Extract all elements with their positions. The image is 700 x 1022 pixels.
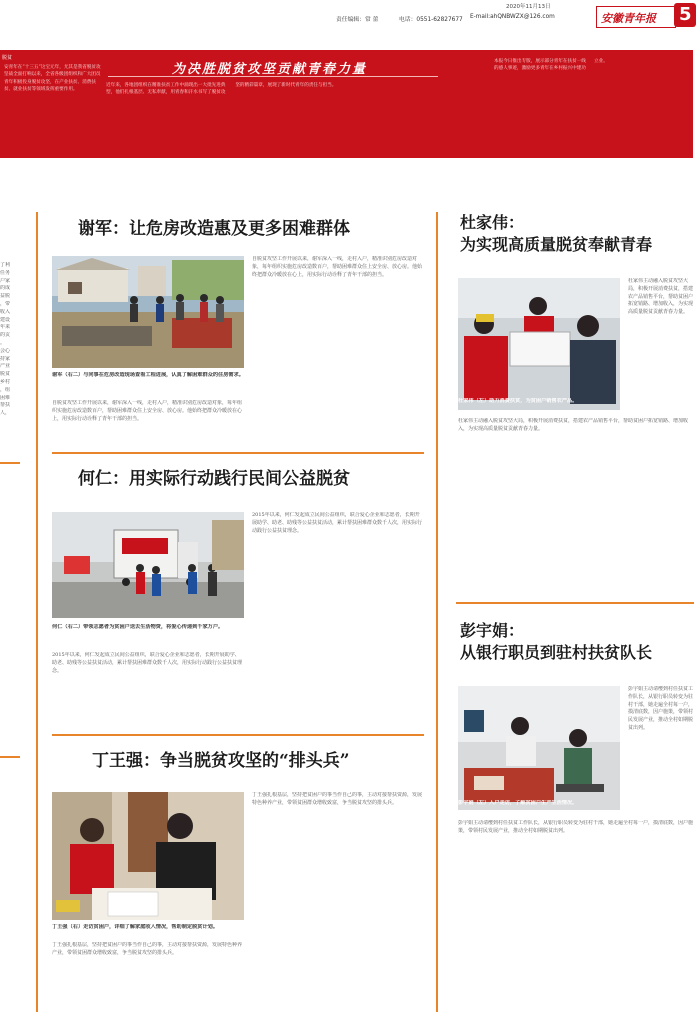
article-ding	[52, 742, 424, 1016]
top-banner	[0, 50, 693, 158]
header-date: 2020年11月13日	[506, 4, 551, 10]
article-ding-photo	[52, 792, 244, 920]
article-peng-title-line2: 从银行职员到驻村扶贫队长	[460, 643, 653, 662]
article-he-body-b: 2015年以来，何仁发起成立民间公益组织，联合爱心企业和志愿者，长期开展助学、助老、助残等公益扶贫活动，累计帮扶困难群众数千人次，用实际行动践行公益扶贫理念。	[252, 512, 423, 534]
article-peng-photo	[458, 686, 620, 810]
header-email: E-mail:ahQNBWZX@126.com	[470, 14, 555, 20]
rule-xie-he	[52, 452, 424, 454]
article-xie-caption: 谢军（右二）与同事在危房改造现场查看工程进展，认真了解困难群众的住房需求。	[52, 372, 244, 378]
article-peng-body-b: 彭宇娟主动请缨到村任扶贫工作队长，从银行职员转变为驻村干部，她走遍全村每一户，摸清底数，因户施策，带领村民发展产业，推动全村如期脱贫出列。	[458, 820, 694, 834]
article-du-photo	[458, 278, 620, 410]
header-phone: 电话：0551-62827677	[399, 17, 463, 23]
article-du-body-b: 杜家伟主动融入脱贫攻坚大局，积极开展消费扶贫，搭建农产品销售平台，帮助贫困户拓宽销路、增加收入，为实现高质量脱贫贡献青春力量。	[458, 418, 689, 432]
left-fragment-column: 了利 任务 户家 的成 益脱 ，带 收入 建设 年来 的贡 。 会心 持家 产业 脱贫 乡村 ，组 困难 帮扶 人，	[0, 262, 11, 417]
banner-left-text: 安青年在“十三五”这宝元年，尤其是我省脱贫攻坚战全面打响以来，全省各级团组织和广大团员青年积极投身脱贫攻坚，在产业扶贫、消费扶贫、就业扶贫等领域发挥重要作用。	[4, 65, 101, 93]
left-fragment-rule-2	[0, 756, 20, 758]
article-ding-caption: 丁王强（右）走访贫困户，详细了解家庭收入情况，帮助制定脱贫计划。	[52, 924, 219, 930]
rule-du-peng	[456, 602, 694, 604]
left-column-divider	[36, 212, 38, 1012]
ding-photo-illustration	[52, 792, 244, 920]
xie-photo-illustration	[52, 256, 244, 368]
page-header	[0, 0, 700, 30]
article-peng-body-a: 彭宇娟主动请缨到村任扶贫工作队长，从银行职员转变为驻村干部，她走遍全村每一户，摸清底数，因户施策，带领村民发展产业，推动全村如期脱贫出列。	[628, 686, 694, 731]
article-ding-body-b: 丁王强扎根基层，坚持把贫困户的事当作自己的事，主动对接帮扶资源，发展特色种养产业，带领贫困群众增收致富，争当脱贫攻坚的排头兵。	[252, 792, 423, 806]
page-number: 5	[679, 4, 692, 25]
article-xie-body-a: 自脱贫攻坚工作开展以来，谢军深入一线，走村入户，精准识别危房改造对象，每年组织实施危房改造数百户，帮助困难群众住上安全房、放心房。他始终把群众冷暖放在心上，用实际行动诠释了青年干部的担当。	[52, 400, 243, 422]
article-xie-photo	[52, 256, 244, 368]
masthead	[596, 6, 676, 28]
article-peng	[456, 614, 696, 1016]
article-peng-caption: 彭宇娟（左）入户走访，了解贫困户生产生活情况。	[458, 800, 578, 806]
article-du-title-line1: 杜家伟：	[460, 213, 525, 232]
article-xie-title: 谢军：让危房改造惠及更多困难群体	[78, 219, 350, 239]
article-du-body-a: 杜家伟主动融入脱贫攻坚大局，积极开展消费扶贫，搭建农产品销售平台，帮助贫困户拓宽销路、增加收入，为实现高质量脱贫贡献青春力量。	[628, 278, 694, 316]
banner-title: 为决胜脱贫攻坚贡献青春力量	[172, 62, 368, 77]
he-photo-illustration	[52, 512, 244, 618]
banner-title-box	[108, 56, 438, 77]
masthead-title: 安徽青年报	[601, 12, 656, 25]
rule-he-ding	[52, 734, 424, 736]
header-editor: 责任编辑：常 蕾	[336, 17, 379, 23]
article-peng-title-line1: 彭宇娟：	[460, 621, 525, 640]
banner-left-tag: 脱贫	[2, 55, 13, 61]
du-photo-illustration	[458, 278, 620, 410]
article-he	[52, 460, 424, 722]
page-number-badge	[674, 3, 696, 27]
article-he-body-a: 2015年以来，何仁发起成立民间公益组织，联合爱心企业和志愿者，长期开展助学、助老、助残等公益扶贫活动，累计帮扶困难群众数千人次，用实际行动践行公益扶贫理念。	[52, 652, 243, 674]
article-ding-title: 丁王强：争当脱贫攻坚的“排头兵”	[92, 751, 350, 771]
article-he-caption: 何仁（右二）带领志愿者为贫困户送去生活物资，将爱心传递到千家万户。	[52, 624, 224, 630]
article-he-title: 何仁：用实际行动践行民间公益脱贫	[78, 469, 350, 489]
article-du-title-line2: 为实现高质量脱贫奉献青春	[460, 235, 653, 254]
banner-right-text: 本报今日推出专版，展示部分青年在扶贫一线的感人事迹，激励更多青年在乡村振兴中建功立业。	[494, 59, 608, 72]
article-xie	[52, 210, 424, 446]
article-he-photo	[52, 512, 244, 618]
article-xie-body-b: 自脱贫攻坚工作开展以来，谢军深入一线，走村入户，精准识别危房改造对象，每年组织实施危房改造数百户，帮助困难群众住上安全房、放心房。他始终把群众冷暖放在心上，用实际行动诠释了青年干部的担当。	[252, 256, 423, 278]
left-fragment-rule-1	[0, 462, 20, 464]
banner-mid-text: 近年来，各地团组织在精准扶贫工作中涌现出一大批先进典型，他们扎根基层、无私奉献，用青春和汗水书写了脱贫攻坚的精彩篇章，展现了新时代青年的责任与担当。	[106, 83, 337, 96]
article-du	[456, 208, 696, 600]
peng-photo-illustration	[458, 686, 620, 810]
article-du-caption: 杜家伟（左）助力消费扶贫，为贫困户销售农产品。	[458, 398, 578, 404]
article-ding-body-a: 丁王强扎根基层，坚持把贫困户的事当作自己的事，主动对接帮扶资源，发展特色种养产业，带领贫困群众增收致富，争当脱贫攻坚的排头兵。	[52, 942, 243, 956]
right-column-divider	[436, 212, 438, 1012]
